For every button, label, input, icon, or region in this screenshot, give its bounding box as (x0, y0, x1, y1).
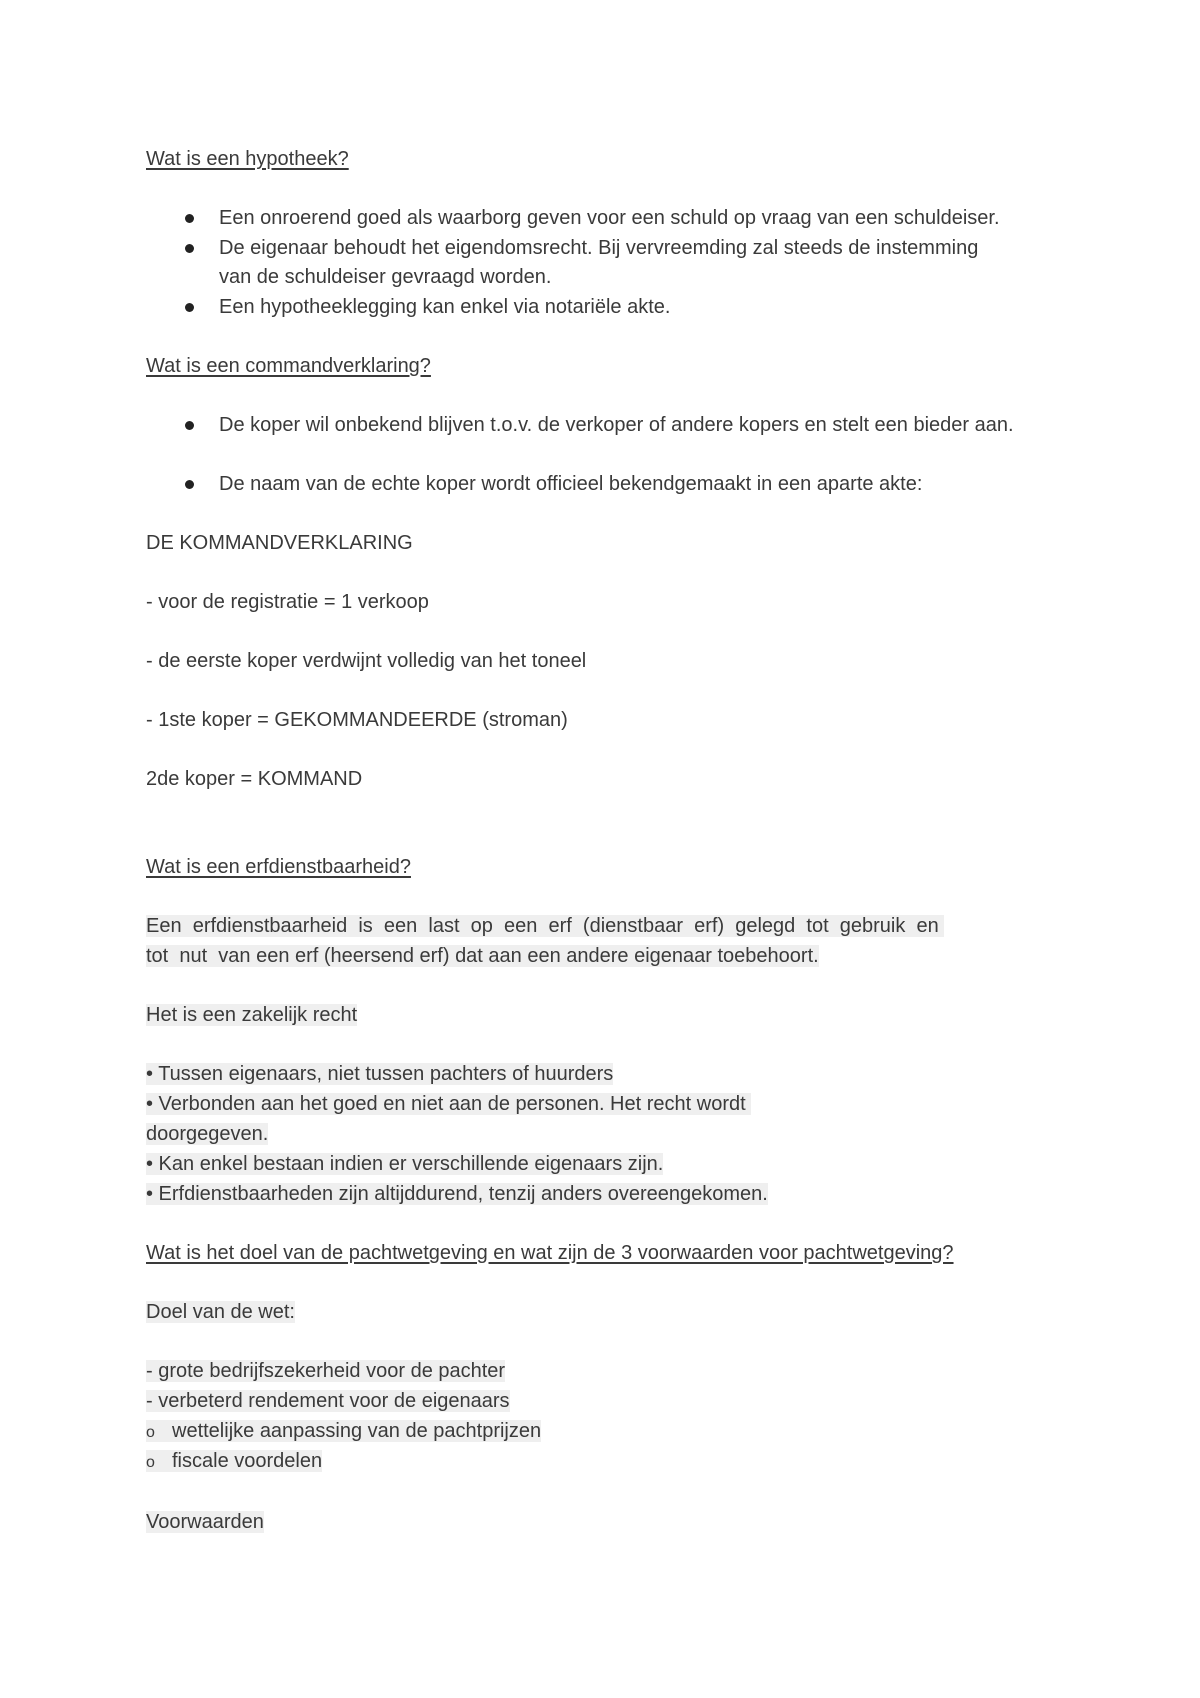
bullet-icon (185, 480, 194, 489)
subtitle: Het is een zakelijk recht (146, 1004, 358, 1026)
list-item: • Kan enkel bestaan indien er verschillende eigenaars zijn. (146, 1153, 664, 1175)
list-item: De naam van de echte koper wordt officieel bekendgemaakt in een aparte akte: (219, 473, 923, 495)
list-item: Een onroerend goed als waarborg geven voor een schuld op vraag van een schuldeiser. (219, 207, 1000, 229)
heading-commandverklaring: Wat is een commandverklaring? (146, 355, 431, 377)
text-line: Voorwaarden (146, 1511, 264, 1533)
list-item: • Tussen eigenaars, niet tussen pachters of huurders (146, 1063, 614, 1085)
list-item: - grote bedrijfszekerheid voor de pachter (146, 1360, 506, 1382)
bullet-icon (185, 244, 194, 253)
paragraph-line: Een erfdienstbaarheid is een last op een erf (dienstbaar erf) gelegd tot gebruik en (146, 915, 945, 937)
text-line: - voor de registratie = 1 verkoop (146, 591, 429, 613)
bullet-icon (185, 303, 194, 312)
heading-erfdienstbaarheid: Wat is een erfdienstbaarheid? (146, 856, 411, 878)
heading-pachtwetgeving: Wat is het doel van de pachtwetgeving en wat zijn de 3 voorwaarden voor pachtwetgeving? (146, 1242, 954, 1264)
text-line: Doel van de wet: (146, 1301, 295, 1323)
list-item: De koper wil onbekend blijven t.o.v. de verkoper of andere kopers en stelt een bieder aan. (219, 414, 1014, 436)
heading-hypotheek: Wat is een hypotheek? (146, 148, 349, 170)
text-line: 2de koper = KOMMAND (146, 768, 363, 790)
list-item: Een hypotheeklegging kan enkel via notariële akte. (219, 296, 671, 318)
text-line: - de eerste koper verdwijnt volledig van het toneel (146, 650, 587, 672)
paragraph-line: tot nut van een erf (heersend erf) dat aan een andere eigenaar toebehoort. (146, 945, 819, 967)
text-line: - 1ste koper = GEKOMMANDEERDE (stroman) (146, 709, 568, 731)
list-item: • Erfdienstbaarheden zijn altijddurend, tenzij anders overeengekomen. (146, 1183, 768, 1205)
sub-bullet-icon: o (146, 1424, 155, 1441)
bullet-icon (185, 421, 194, 430)
text-line: DE KOMMANDVERKLARING (146, 532, 413, 554)
list-item: - verbeterd rendement voor de eigenaars (146, 1390, 510, 1412)
list-item: • Verbonden aan het goed en niet aan de personen. Het recht wordt (146, 1093, 752, 1115)
bullet-icon (185, 214, 194, 223)
list-item: De eigenaar behoudt het eigendomsrecht. Bij vervreemding zal steeds de instemming (219, 237, 979, 259)
sub-list-item: o wettelijke aanpassing van de pachtprijzen (146, 1416, 541, 1448)
sub-bullet-icon: o (146, 1454, 155, 1471)
list-item-continuation: doorgegeven. (146, 1123, 269, 1145)
sub-list-item: o fiscale voordelen (146, 1446, 322, 1478)
list-item-continuation: van de schuldeiser gevraagd worden. (219, 266, 552, 288)
